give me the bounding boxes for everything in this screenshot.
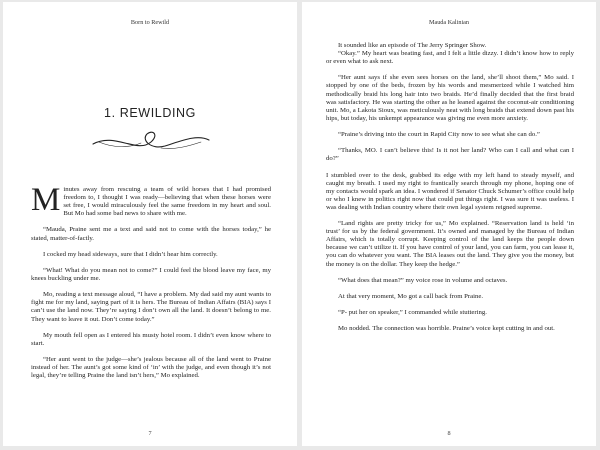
paragraph: “Her aunt says if she even sees horses on the land, she’ll shoot them,” Mo said. I stopped by one of the beds, frozen by his words and mesmerized while I watched him methodically braid his long hair into two braids. He’d finally decided that the first braid was satisfactory. He was starting the other as he leaned against the coconut-air conditioning unit. Mo, a Lakota Sioux, was meticulously neat with long braids that extend down past his hips, but today, his unkempt appearance was giving me even more anxiety. <box>326 74 574 122</box>
chapter-title: 1. REWILDING <box>104 106 196 120</box>
paragraph: I cocked my head sideways, sure that I didn’t hear him correctly. <box>43 250 218 258</box>
paragraph: My mouth fell open as I entered his musty hotel room. I didn’t even know where to start. <box>31 331 271 347</box>
paragraph: Mo, reading a text message aloud, “I have a problem. My dad said my aunt wants to fight me for my land, saying part of it is hers. The Bureau of Indian Affairs (BIA) says I can’t use the land now. They’re saying I don’t own all the land. It doesn’t belong to me. They want to leave it out. Don’t come today.” <box>31 291 271 323</box>
right-page <box>302 2 596 446</box>
opening-paragraph <box>31 182 271 218</box>
opening-paragraph-text: inutes away from rescuing a team of wild horses that I had promised freedom to, I thought I was ready—believing that when these horses were set free, I would miraculously feel the same freedom in my heart and soul. But Mo had some bad news to share with me. <box>63 186 271 218</box>
right-page-body <box>326 42 574 333</box>
paragraph: Mo nodded. The connection was horrible. Praine’s voice kept cutting in and out. <box>338 325 555 333</box>
left-page <box>3 2 297 446</box>
paragraph: “What! What do you mean not to come?” I could feel the blood leave my face, my knees buckling under me. <box>31 266 271 283</box>
paragraph: “Mauda, Praine sent me a text and said not to come with the horses today,” he stated, matter-of-factly. <box>31 226 271 242</box>
page-number: 8 <box>447 430 451 437</box>
paragraph: “P- put her on speaker,” I commanded while stuttering. <box>338 309 487 317</box>
left-page-body <box>31 182 271 380</box>
chapter-flourish-ornament <box>85 126 215 156</box>
running-head-book-title: Born to Rewild <box>130 19 170 26</box>
drop-cap: M <box>31 182 61 218</box>
paragraph: “Okay.” My heart was beating fast, and I felt a little dizzy. I didn’t know how to reply or even what to ask next. <box>326 50 574 66</box>
paragraph: “What does that mean?” my voice rose in volume and octaves. <box>338 276 508 284</box>
page-number: 7 <box>148 430 152 437</box>
paragraph: I stumbled over to the desk, grabbed its edge with my left hand to steady myself, and caught my breath. I used my right to frantically search through my phone, hoping one of my contacts would spark an idea. I wondered if Senator Chuck Schumer’s office could help or who I knew in politics right now that could put things right. I was sure it was useless. I was dealing with Indian country where their own legal system reigned supreme. <box>326 171 574 211</box>
paragraph: “Land rights are pretty tricky for us,” Mo explained. “Reservation land is held ‘in trust’ for us by the federal government. It’s owned and managed by the Bureau of Indian Affairs, which is totally corrupt. Keeping control of the land keeps the people down because we can’t utilize it. If you have control of your land, you can farm, you can lease it, you can do whatever you want. The BIA leases out the land. They give you the money, but the money is on the dollar. They keep the hedge.” <box>326 220 574 268</box>
running-head-author: Mauda Kalinian <box>428 19 470 26</box>
paragraph: At that very moment, Mo got a call back from Praine. <box>338 292 484 300</box>
paragraph: “Her aunt went to the judge—she’s jealous because all of the land went to Praine instead of her. The aunt’s got some kind of ‘in’ with the judge, and even though it’s not legal, they’re telling Praine the land isn’t hers,” Mo explained. <box>31 355 271 380</box>
paragraph: “Praine’s driving into the court in Rapid City now to see what she can do.” <box>338 131 540 139</box>
paragraph: It sounded like an episode of The Jerry Springer Show. <box>338 42 487 49</box>
paragraph: “Thanks, MO. I can’t believe this! Is it not her land? Who can I call and what can I do?” <box>326 147 574 163</box>
